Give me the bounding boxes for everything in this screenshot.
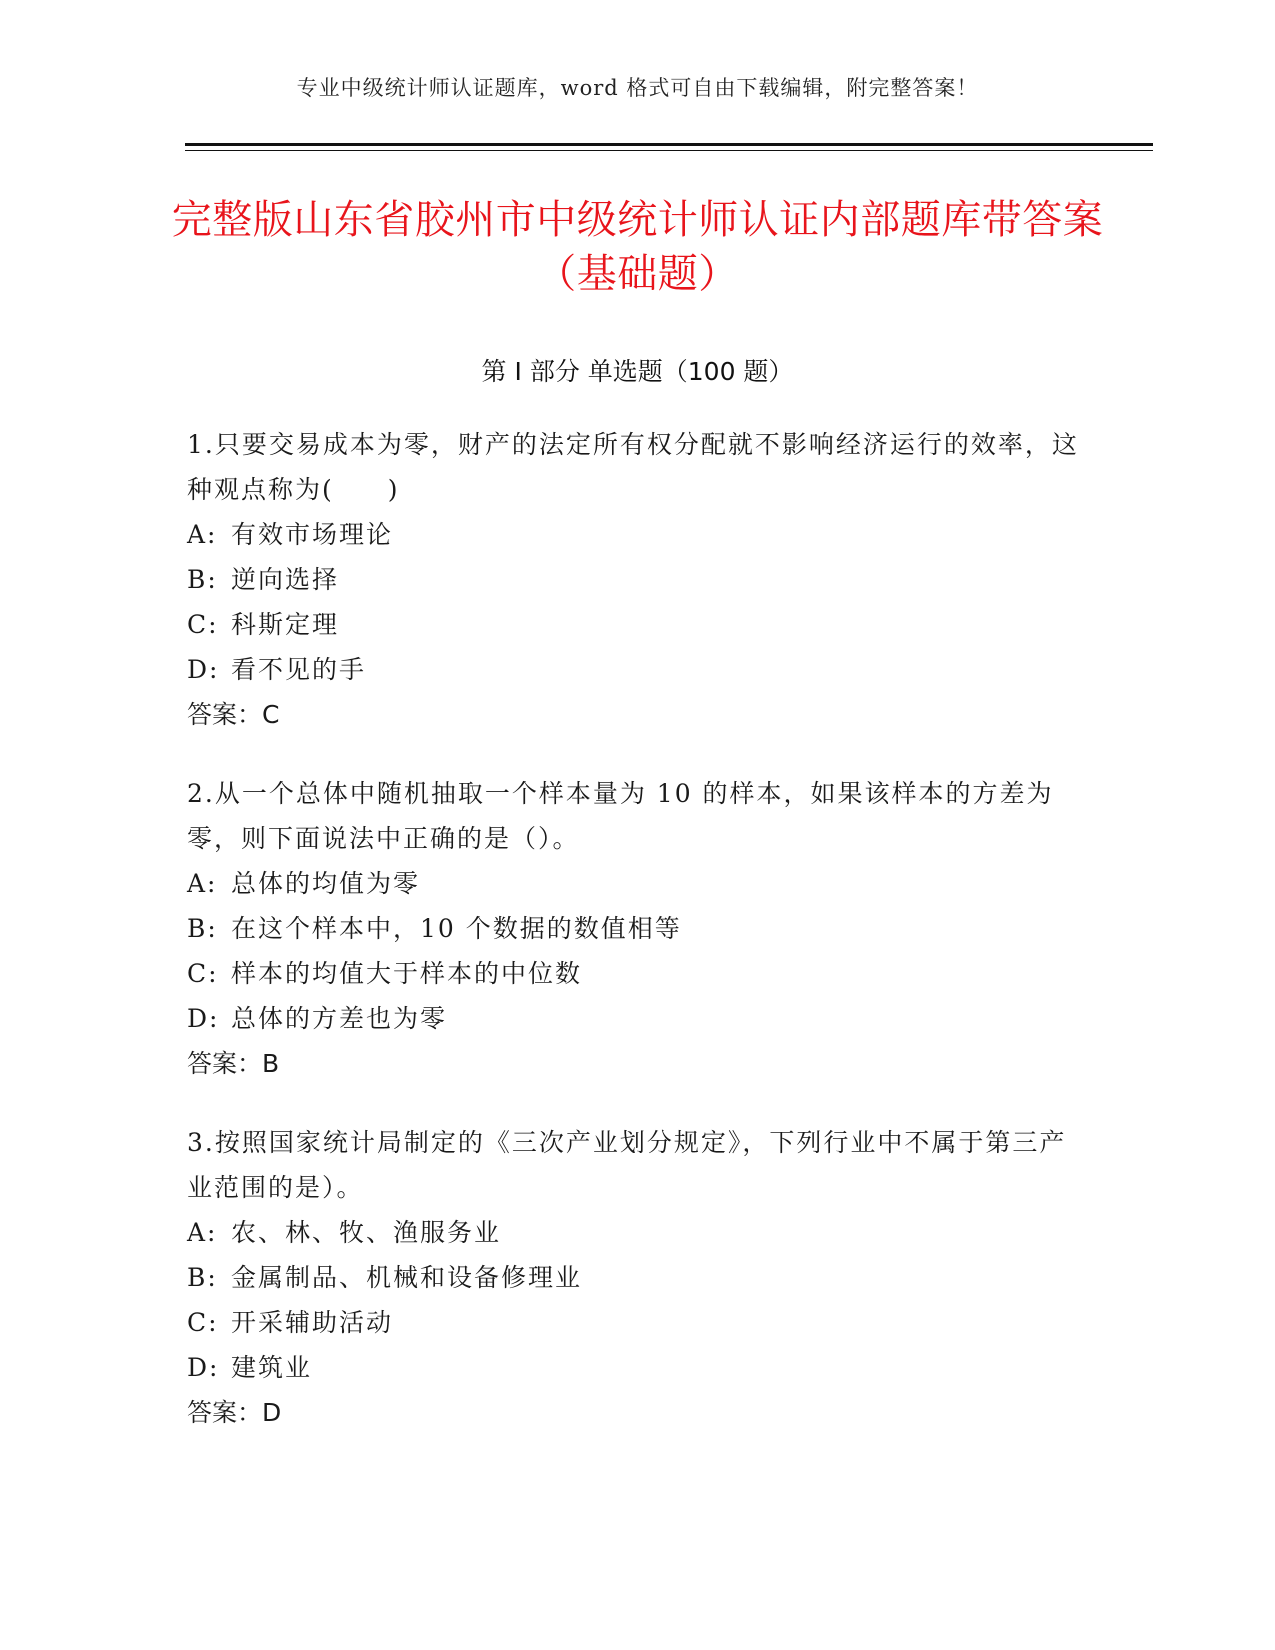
option-text: 总体的方差也为零 [231,1004,448,1033]
option-text: 逆向选择 [231,565,340,594]
header-note: 专业中级统计师认证题库，word 格式可自由下载编辑，附完整答案！ [296,76,979,100]
option-text: 农、林、牧、渔服务业 [231,1218,502,1247]
option-letter: A: [187,1218,218,1247]
option-text: 在这个样本中，10 个数据的数值相等 [231,914,682,943]
option-d [187,1345,1087,1390]
option-text: 有效市场理论 [231,520,394,549]
answer: 答案：B [187,1049,280,1078]
answer: 答案：D [187,1398,282,1427]
option-text: 开采辅助活动 [231,1308,394,1337]
option-c [187,1300,1087,1345]
option-d [187,996,1087,1041]
option-b [187,1255,1087,1300]
header-divider-thick [185,143,1153,146]
section-heading: 第 I 部分 单选题（100 题） [481,357,794,386]
option-c [187,602,1087,647]
header-divider-thin [185,150,1153,151]
question-stem: 2.从一个总体中随机抽取一个样本量为 10 的样本，如果该样本的方差为零，则下面说法中正确的是（）。 [187,779,1054,853]
question-1 [187,422,1087,738]
option-a [187,512,1087,557]
option-letter: C: [187,1308,219,1337]
option-text: 总体的均值为零 [231,869,421,898]
option-letter: A: [187,869,218,898]
question-2 [187,771,1087,1087]
question-stem: 1.只要交易成本为零，财产的法定所有权分配就不影响经济运行的效率，这种观点称为( ) [187,430,1079,504]
option-letter: C: [187,959,219,988]
question-stem: 3.按照国家统计局制定的《三次产业划分规定》，下列行业中不属于第三产业范围的是）。 [187,1128,1067,1202]
question-3 [187,1120,1087,1436]
option-c [187,951,1087,996]
option-letter: D: [187,1353,220,1382]
option-letter: A: [187,520,218,549]
option-letter: D: [187,655,220,684]
option-letter: B: [187,1263,218,1292]
option-text: 样本的均值大于样本的中位数 [231,959,583,988]
answer: 答案：C [187,700,280,729]
option-text: 金属制品、机械和设备修理业 [231,1263,583,1292]
option-text: 科斯定理 [231,610,340,639]
option-letter: B: [187,565,218,594]
option-text: 建筑业 [231,1353,313,1382]
document-title: 完整版山东省胶州市中级统计师认证内部题库带答案（基础题） [171,197,1104,297]
option-a [187,861,1087,906]
option-a [187,1210,1087,1255]
option-b [187,906,1087,951]
option-letter: D: [187,1004,220,1033]
option-letter: C: [187,610,219,639]
option-d [187,647,1087,692]
option-b [187,557,1087,602]
option-letter: B: [187,914,218,943]
option-text: 看不见的手 [231,655,367,684]
